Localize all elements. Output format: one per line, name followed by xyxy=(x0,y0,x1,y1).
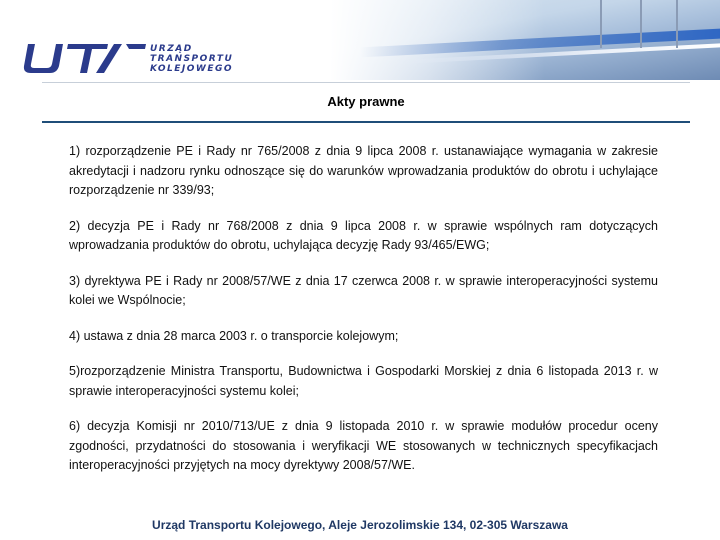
logo-line-1: URZĄD xyxy=(150,44,193,54)
list-item: 3) dyrektywa PE i Rady nr 2008/57/WE z dnia 17 czerwca 2008 r. w sprawie interoperacyjności systemu kolei we Wspólnocie; xyxy=(69,273,658,307)
title-divider xyxy=(42,121,690,123)
footer-address: Urząd Transportu Kolejowego, Aleje Jerozolimskie 134, 02-305 Warszawa xyxy=(152,518,568,532)
list-item: 2) decyzja PE i Rady nr 768/2008 z dnia 9 lipca 2008 r. w sprawie wspólnych ram dotyczących wprowadzania produktów do obrotu, uchylająca decyzję Rady 93/465/EWG; xyxy=(69,218,658,252)
list-item: 6) decyzja Komisji nr 2010/713/UE z dnia 9 listopada 2010 r. w sprawie modułów procedur oceny zgodności, przydatności do stosowania i weryfikacji WE stosowanych w technicznych specyfikacjach interoperacyjności przyjętych na mocy dyrektywy 2008/57/WE. xyxy=(69,419,658,472)
list-item: 4) ustawa z dnia 28 marca 2003 r. o transporcie kolejowym; xyxy=(69,328,399,343)
list-item: 1) rozporządzenie PE i Rady nr 765/2008 z dnia 9 lipca 2008 r. ustanawiające wymagania w zakresie akredytacji i nadzoru rynku odnoszące się do warunków wprowadzania produktów do obrotu i uchylające rozporządzenie nr 339/93; xyxy=(69,144,658,197)
logo-line-2: TRANSPORTU xyxy=(150,54,234,64)
list-item: 5)rozporządzenie Ministra Transportu, Budownictwa i Gospodarki Morskiej z dnia 6 listopada 2013 r. w sprawie interoperacyjności systemu kolei; xyxy=(69,364,658,398)
title-divider-top xyxy=(42,82,690,83)
logo-text xyxy=(150,44,233,74)
logo-line-3: KOLEJOWEGO xyxy=(150,64,234,74)
legal-acts-list xyxy=(69,142,658,492)
header-banner xyxy=(0,0,720,80)
utk-logo-icon xyxy=(22,40,152,78)
slide-title: Akty prawne xyxy=(327,94,405,109)
